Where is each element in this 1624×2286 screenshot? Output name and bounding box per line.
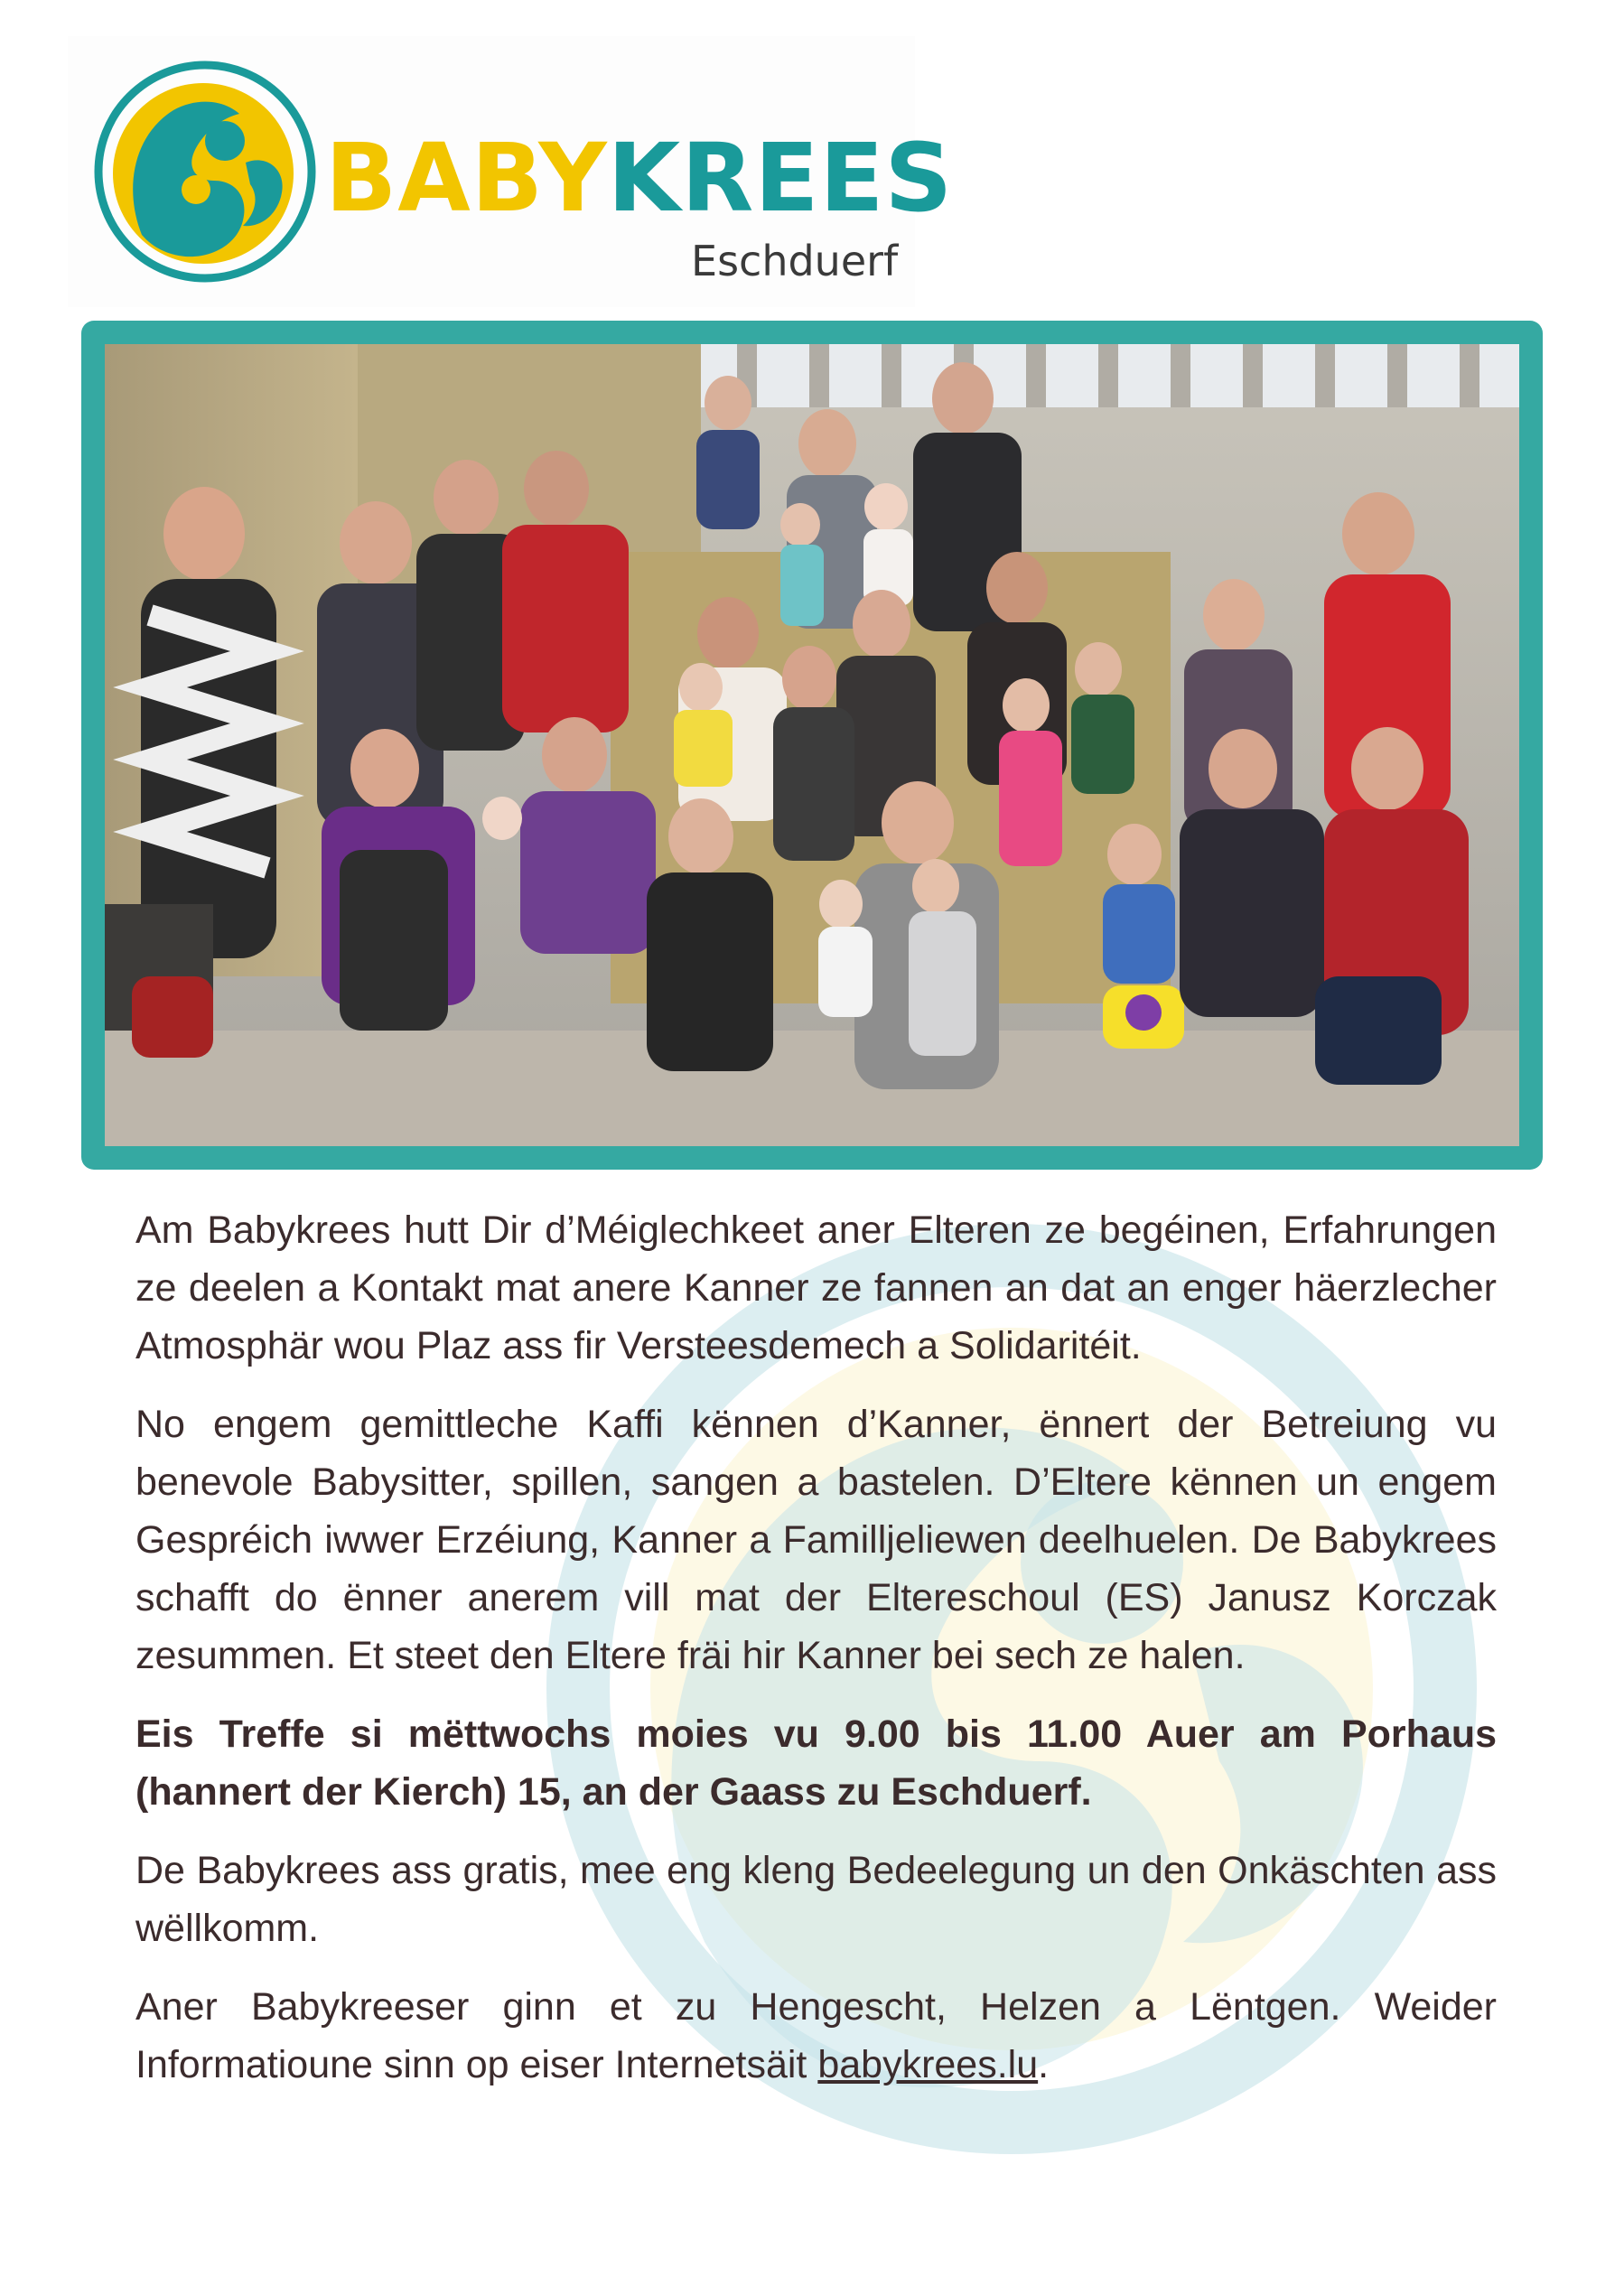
paragraph-activities: No engem gemittleche Kaffi kënnen d’Kanner, ënnert der Betreiung vu benevole Babysitter, spillen, sangen a bastelen. D’Eltere kënnen un engem Gespréich iwwer Erzéiung, Kanner a Familljeliewen deelhuelen. De Babykrees schafft do ënner anerem vill mat der Eltereschoul (ES) Janusz Korczak zesummen. Et steet den Eltere fräi hir Kanner bei sech ze halen. bbox=[135, 1403, 1497, 1677]
website-link[interactable]: babykrees.lu bbox=[817, 2043, 1039, 2086]
brand-name bbox=[325, 123, 954, 233]
more-info-text: Aner Babykreeser ginn et zu Hengescht, Helzen a Lëntgen. Weider Informatioune sinn op eiser Internetsäit bbox=[135, 1985, 1497, 2086]
mother-and-baby-icon bbox=[88, 54, 322, 289]
more-info-end: . bbox=[1038, 2043, 1050, 2086]
body-text bbox=[135, 1201, 1497, 2114]
paragraph-intro: Am Babykrees hutt Dir d’Méiglechkeet aner Elteren ze begéinen, Erfahrungen ze deelen a Kontakt mat anere Kanner ze fannen an dat an enger häerzlecher Atmosphär wou Plaz ass fir Versteesdemech a Solidaritéit. bbox=[135, 1208, 1497, 1367]
brand-part-krees: KREES bbox=[607, 123, 954, 233]
group-photo bbox=[105, 344, 1519, 1146]
brand-place: Eschduerf bbox=[691, 237, 899, 285]
brand-part-baby: BABY bbox=[325, 123, 608, 233]
paragraph-more-info bbox=[135, 1978, 1497, 2094]
header-logo bbox=[68, 36, 954, 307]
paragraph-meeting-time: Eis Treffe si mëttwochs moies vu 9.00 bis 11.00 Auer am Porhaus (hannert der Kierch) 15, an der Gaass zu Eschduerf. bbox=[135, 1712, 1497, 1814]
paragraph-cost: De Babykrees ass gratis, mee eng kleng Bedeelegung un den Onkäschten ass wëllkomm. bbox=[135, 1849, 1497, 1950]
group-photo-frame bbox=[81, 321, 1543, 1170]
